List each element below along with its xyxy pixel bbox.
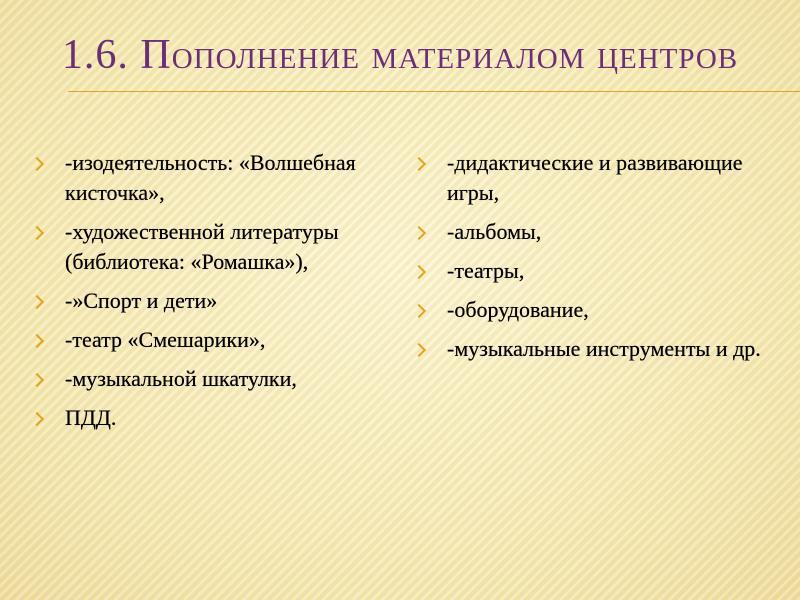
list-item xyxy=(412,295,782,325)
list-item xyxy=(412,256,782,286)
left-bullet-list xyxy=(30,148,400,442)
list-item xyxy=(30,403,400,433)
list-item-text: -оборудование, xyxy=(447,297,589,322)
chevron-right-icon xyxy=(30,148,44,178)
list-item xyxy=(412,148,782,208)
list-item-text: -дидактические и развивающие игры, xyxy=(447,150,743,205)
list-item-text: -театры, xyxy=(447,258,525,283)
chevron-right-icon xyxy=(412,334,426,364)
chevron-right-icon xyxy=(412,148,426,178)
list-item-text: -альбомы, xyxy=(447,219,542,244)
list-item-text: -музыкальные инструменты и др. xyxy=(447,336,761,361)
chevron-right-icon xyxy=(412,217,426,247)
chevron-right-icon xyxy=(412,295,426,325)
list-item xyxy=(30,364,400,394)
chevron-right-icon xyxy=(30,403,44,433)
list-item-text: ПДД. xyxy=(65,405,117,430)
list-item xyxy=(30,325,400,355)
list-item-text: -»Спорт и дети» xyxy=(65,288,218,313)
chevron-right-icon xyxy=(30,217,44,247)
list-item xyxy=(30,217,400,277)
list-item-text: -музыкальной шкатулки, xyxy=(65,366,297,391)
list-item-text: -театр «Смешарики», xyxy=(65,327,266,352)
right-bullet-list xyxy=(412,148,782,373)
chevron-right-icon xyxy=(412,256,426,286)
list-item xyxy=(412,217,782,247)
slide-title: 1.6. Пополнение материалом центров xyxy=(61,32,739,78)
chevron-right-icon xyxy=(30,325,44,355)
chevron-right-icon xyxy=(30,286,44,316)
list-item-text: -изодеятельность: «Волшебная кисточка», xyxy=(65,150,356,205)
title-divider xyxy=(68,91,800,92)
chevron-right-icon xyxy=(30,364,44,394)
list-item xyxy=(30,286,400,316)
list-item-text: -художественной литературы (библиотека: «Ромашка»), xyxy=(65,219,339,274)
list-item xyxy=(412,334,782,364)
list-item xyxy=(30,148,400,208)
